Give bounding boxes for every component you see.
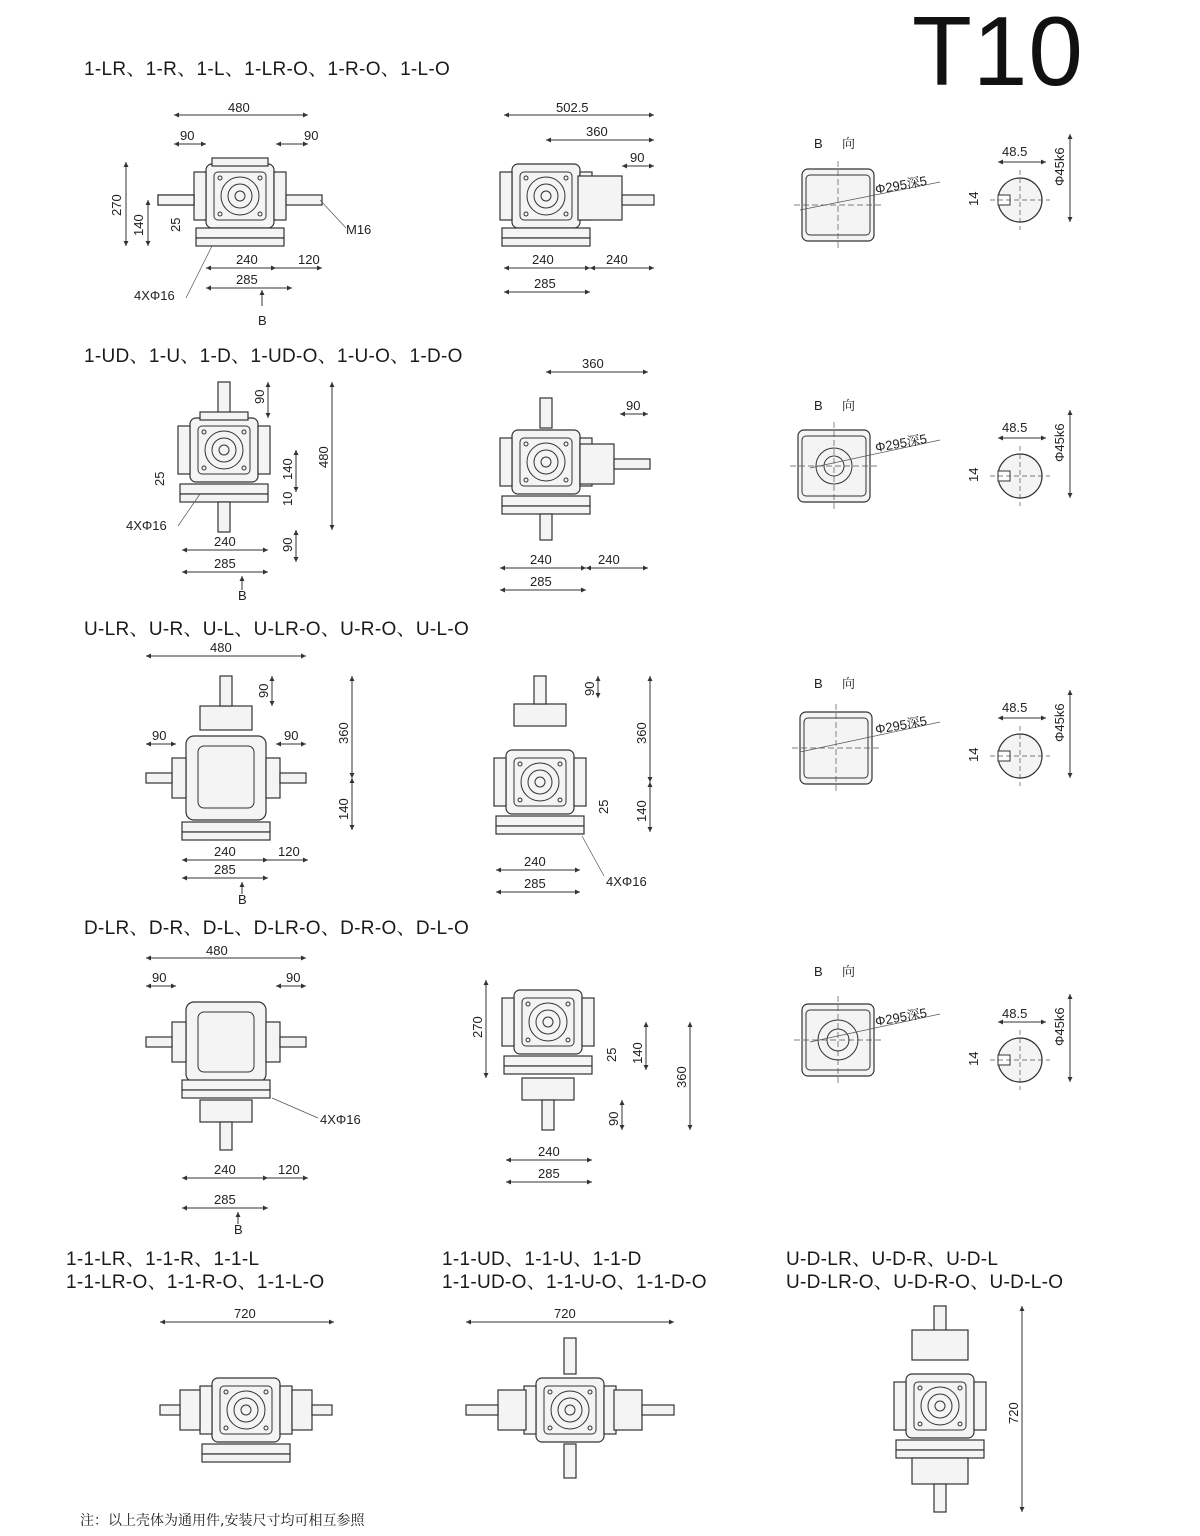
s4-side-view — [470, 980, 690, 1182]
s1-dim-140: 140 — [131, 214, 146, 236]
s4-bolt-label: 4XΦ16 — [320, 1112, 361, 1127]
s1-dim-90c: 90 — [630, 150, 645, 165]
s2-shaft-label: Φ45k6 — [1052, 423, 1067, 462]
s1-dim-240: 240 — [236, 252, 258, 267]
s4-dim-90a: 90 — [152, 970, 167, 985]
section-title-2: 1-UD、1-U、1-D、1-UD-O、1-U-O、1-D-O — [84, 346, 463, 367]
s2-bolt-label: 4XΦ16 — [126, 518, 167, 533]
s3-dim-90b: 90 — [284, 728, 299, 743]
s4-dim-90c: 90 — [606, 1111, 621, 1126]
s3-dim-90a: 90 — [152, 728, 167, 743]
s4-dim-120: 120 — [278, 1162, 300, 1177]
section-title-1: 1-LR、1-R、1-L、1-LR-O、1-R-O、1-L-O — [84, 59, 451, 80]
s4-dim-240: 240 — [214, 1162, 236, 1177]
s2-dim-285: 285 — [214, 556, 236, 571]
s4-dim-140: 140 — [630, 1042, 645, 1064]
s3-dim-285: 285 — [214, 862, 236, 877]
s6-dim-720: 720 — [554, 1306, 576, 1321]
s1-key-section — [966, 134, 1070, 230]
s4-key-width: 48.5 — [1002, 1006, 1028, 1021]
s1-flange-label: Φ295深5 — [873, 173, 929, 197]
s2-view-b: B — [238, 588, 247, 603]
s3-dim-360: 360 — [336, 722, 351, 744]
s3-front-view — [146, 640, 352, 907]
s3-dim-360b: 360 — [634, 722, 649, 744]
s3-view-b: B — [238, 892, 247, 907]
s5-dim-720: 720 — [234, 1306, 256, 1321]
s3-dim-120: 120 — [278, 844, 300, 859]
s2-bview-dir: 向 — [842, 398, 856, 413]
s3-key-section — [966, 690, 1070, 786]
s2-dim-90c: 90 — [626, 398, 641, 413]
s2-dim-25: 25 — [152, 471, 167, 486]
s4-dim-90b: 90 — [286, 970, 301, 985]
s5-double-view — [160, 1306, 334, 1462]
s4-b-view — [794, 964, 940, 1084]
s2-flange-label: Φ295深5 — [873, 431, 929, 455]
s2-key-depth: 14 — [966, 467, 981, 482]
s1-dim-285: 285 — [236, 272, 258, 287]
s3-bview-b: B — [814, 676, 823, 691]
s2-dim-285b: 285 — [530, 574, 552, 589]
s1-bview-b: B — [814, 136, 823, 151]
s1-dim-502: 502.5 — [556, 100, 589, 115]
s3-dim-140b: 140 — [634, 800, 649, 822]
s7-dim-720: 720 — [1006, 1402, 1021, 1424]
s2-dim-360: 360 — [582, 356, 604, 371]
section-title-5a: 1-1-LR、1-1-R、1-1-L — [66, 1249, 260, 1270]
s2-front-view — [126, 382, 332, 603]
s1-bolt-label: 4XΦ16 — [134, 288, 175, 303]
s4-key-depth: 14 — [966, 1051, 981, 1066]
s1-bview-dir: 向 — [842, 136, 856, 151]
s1-key-width: 48.5 — [1002, 144, 1028, 159]
s1-dim-25: 25 — [168, 217, 183, 232]
s3-dim-90c: 90 — [256, 683, 271, 698]
s1-dim-270: 270 — [109, 194, 124, 216]
s2-side-view — [500, 356, 650, 590]
s3-side-view — [494, 676, 650, 892]
s3-dim-285b: 285 — [524, 876, 546, 891]
s2-b-view — [790, 398, 940, 510]
s4-dim-360: 360 — [674, 1066, 689, 1088]
section-title-3: U-LR、U-R、U-L、U-LR-O、U-R-O、U-L-O — [84, 619, 470, 640]
s1-dim-360: 360 — [586, 124, 608, 139]
section-title-6b: 1-1-UD-O、1-1-U-O、1-1-D-O — [442, 1272, 707, 1293]
s1-dim-480: 480 — [228, 100, 250, 115]
s7-double-view — [894, 1306, 1022, 1512]
section-title-7a: U-D-LR、U-D-R、U-D-L — [786, 1249, 999, 1270]
s3-dim-240: 240 — [214, 844, 236, 859]
s3-dim-240b: 240 — [524, 854, 546, 869]
section-title-5b: 1-1-LR-O、1-1-R-O、1-1-L-O — [66, 1272, 325, 1293]
s3-bview-dir: 向 — [842, 676, 856, 691]
section-title-6a: 1-1-UD、1-1-U、1-1-D — [442, 1249, 642, 1270]
s1-b-view — [794, 136, 940, 249]
s1-dim-240c: 240 — [606, 252, 628, 267]
s4-flange-label: Φ295深5 — [873, 1005, 929, 1029]
s4-front-view — [146, 943, 361, 1237]
s4-bview-dir: 向 — [842, 964, 856, 979]
s3-b-view — [792, 676, 940, 792]
s1-shaft-label: Φ45k6 — [1052, 147, 1067, 186]
s1-dim-90a: 90 — [180, 128, 195, 143]
s4-dim-270: 270 — [470, 1016, 485, 1038]
s3-flange-label: Φ295深5 — [873, 713, 929, 737]
s4-dim-240b: 240 — [538, 1144, 560, 1159]
s2-dim-10: 10 — [280, 491, 295, 506]
s3-dim-480: 480 — [210, 640, 232, 655]
s4-bview-b: B — [814, 964, 823, 979]
s2-dim-90b: 90 — [280, 537, 295, 552]
s1-view-b: B — [258, 313, 267, 328]
s2-key-section — [966, 410, 1070, 506]
s2-dim-240: 240 — [214, 534, 236, 549]
s2-dim-480: 480 — [316, 446, 331, 468]
s4-dim-480: 480 — [206, 943, 228, 958]
s3-dim-90d: 90 — [582, 681, 597, 696]
s4-key-section — [966, 994, 1070, 1090]
s2-bview-b: B — [814, 398, 823, 413]
s1-side-view — [500, 100, 654, 292]
s3-shaft-label: Φ45k6 — [1052, 703, 1067, 742]
s2-key-width: 48.5 — [1002, 420, 1028, 435]
section-title-7b: U-D-LR-O、U-D-R-O、U-D-L-O — [786, 1272, 1064, 1293]
s4-dim-285: 285 — [214, 1192, 236, 1207]
s2-dim-140: 140 — [280, 458, 295, 480]
s4-view-b: B — [234, 1222, 243, 1237]
s4-shaft-label: Φ45k6 — [1052, 1007, 1067, 1046]
s4-dim-25: 25 — [604, 1047, 619, 1062]
footer-note: 注：以上壳体为通用件,安装尺寸均可相互参照 — [80, 1513, 365, 1529]
s3-key-width: 48.5 — [1002, 700, 1028, 715]
s4-dim-285b: 285 — [538, 1166, 560, 1181]
s3-bolt-label: 4XΦ16 — [606, 874, 647, 889]
s3-dim-140: 140 — [336, 798, 351, 820]
s2-dim-240c: 240 — [598, 552, 620, 567]
s1-key-depth: 14 — [966, 191, 981, 206]
s1-dim-285b: 285 — [534, 276, 556, 291]
s1-dim-120: 120 — [298, 252, 320, 267]
s6-double-view — [466, 1306, 674, 1478]
section-title-4: D-LR、D-R、D-L、D-LR-O、D-R-O、D-L-O — [84, 918, 470, 939]
model-number: T10 — [912, 0, 1084, 106]
s1-dim-90b: 90 — [304, 128, 319, 143]
s3-dim-25: 25 — [596, 799, 611, 814]
s1-front-view — [109, 100, 371, 328]
s2-dim-240b: 240 — [530, 552, 552, 567]
s2-dim-90a: 90 — [252, 389, 267, 404]
s1-thread-label: M16 — [346, 222, 372, 237]
s1-dim-240b: 240 — [532, 252, 554, 267]
s3-key-depth: 14 — [966, 747, 981, 762]
